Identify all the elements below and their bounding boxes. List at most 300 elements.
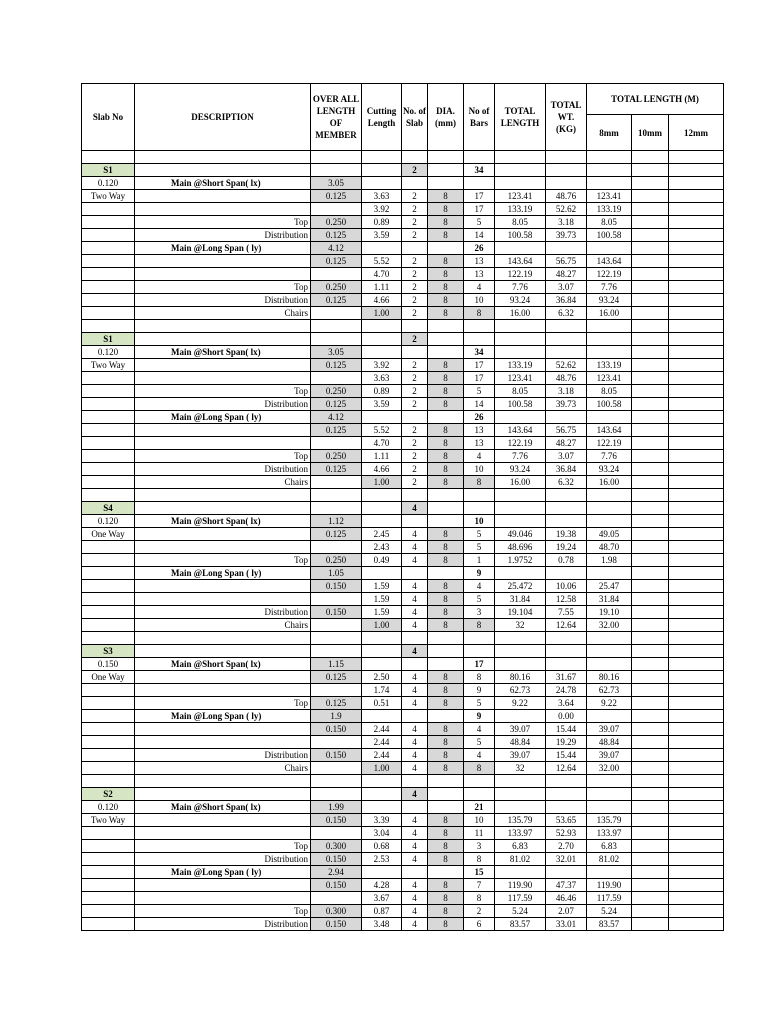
cell-no-of-slab: 4 [402,606,428,619]
cell-no-of-bars: 8 [464,853,495,866]
cell-total-wt [546,164,587,177]
cell-dia [428,411,464,424]
cell-description: Main @Long Span ( ly) [135,567,311,580]
cell-dia: 8 [428,593,464,606]
cell-total-wt: 0.00 [546,710,587,723]
cell-10mm [632,736,669,749]
header-description: DESCRIPTION [135,84,311,151]
cell-total-wt: 48.27 [546,268,587,281]
cell-12mm [669,398,724,411]
cell-description [135,190,311,203]
cell-overall-length: 0.150 [311,879,362,892]
cell-8mm [587,632,632,645]
cell-total-length [495,489,546,502]
cell-12mm [669,580,724,593]
cell-12mm [669,281,724,294]
cell-description [135,164,311,177]
cell-cutting-length: 3.92 [362,203,402,216]
cell-dia: 8 [428,294,464,307]
cell-total-length: 81.02 [495,853,546,866]
cell-no-of-bars: 4 [464,281,495,294]
cell-description: Chairs [135,762,311,775]
cell-dia [428,515,464,528]
cell-description: Top [135,216,311,229]
cell-description: Top [135,840,311,853]
cell-slab [82,151,135,164]
cell-overall-length [311,762,362,775]
cell-cutting-length: 3.48 [362,918,402,931]
cell-total-length: 93.24 [495,463,546,476]
table-row [82,658,724,671]
cell-cutting-length [362,177,402,190]
cell-no-of-bars: 17 [464,658,495,671]
cell-dia [428,502,464,515]
table-row [82,918,724,931]
cell-total-length [495,632,546,645]
cell-dia: 8 [428,723,464,736]
cell-dia: 8 [428,697,464,710]
cell-dia [428,489,464,502]
cell-10mm [632,437,669,450]
cell-cutting-length: 3.59 [362,398,402,411]
cell-description: Top [135,385,311,398]
cell-overall-length [311,502,362,515]
cell-no-of-slab: 4 [402,905,428,918]
cell-slab [82,762,135,775]
cell-overall-length: 0.150 [311,606,362,619]
cell-10mm [632,489,669,502]
cell-slab [82,281,135,294]
cell-8mm: 80.16 [587,671,632,684]
cell-10mm [632,866,669,879]
cell-total-length [495,151,546,164]
cell-total-length: 143.64 [495,424,546,437]
cell-no-of-slab [402,710,428,723]
cell-overall-length: 0.150 [311,918,362,931]
cell-total-length [495,502,546,515]
cell-cutting-length: 3.67 [362,892,402,905]
spacer-row [82,151,724,164]
cell-total-length: 9.22 [495,697,546,710]
cell-no-of-slab: 2 [402,229,428,242]
cell-total-wt: 12.58 [546,593,587,606]
cell-8mm: 8.05 [587,385,632,398]
cell-8mm: 32.00 [587,762,632,775]
cell-no-of-slab: 2 [402,450,428,463]
cell-10mm [632,710,669,723]
cell-8mm: 7.76 [587,450,632,463]
cell-description [135,151,311,164]
cell-12mm [669,476,724,489]
cell-8mm [587,775,632,788]
cell-8mm: 81.02 [587,853,632,866]
cell-total-length: 32 [495,762,546,775]
cell-description [135,359,311,372]
cell-overall-length: 1.12 [311,515,362,528]
header-dia: DIA. (mm) [428,84,464,151]
cell-overall-length: 0.150 [311,814,362,827]
cell-dia: 8 [428,437,464,450]
cell-total-wt [546,567,587,580]
table-row [82,463,724,476]
header-12mm: 12mm [669,115,724,151]
cell-10mm [632,242,669,255]
cell-12mm [669,151,724,164]
header-total-length-m: TOTAL LENGTH (M) [587,84,724,115]
cell-no-of-slab: 4 [402,619,428,632]
cell-cutting-length: 1.59 [362,606,402,619]
cell-cutting-length: 2.44 [362,723,402,736]
cell-no-of-slab: 2 [402,216,428,229]
cell-12mm [669,606,724,619]
table-row [82,580,724,593]
cell-description: Main @Short Span( lx) [135,177,311,190]
cell-total-length: 19.104 [495,606,546,619]
cell-slab [82,567,135,580]
cell-cutting-length: 3.63 [362,190,402,203]
cell-8mm: 16.00 [587,476,632,489]
cell-10mm [632,879,669,892]
table-row [82,385,724,398]
cell-description: Distribution [135,229,311,242]
cell-overall-length [311,489,362,502]
cell-total-wt: 6.32 [546,476,587,489]
cell-cutting-length: 2.44 [362,749,402,762]
table-row [82,866,724,879]
cell-overall-length [311,541,362,554]
cell-slab [82,632,135,645]
cell-8mm [587,567,632,580]
cell-10mm [632,190,669,203]
cell-overall-length: 0.125 [311,294,362,307]
cell-total-length: 133.19 [495,359,546,372]
cell-total-wt: 3.18 [546,216,587,229]
cell-12mm [669,372,724,385]
cell-total-length [495,567,546,580]
cell-total-length: 93.24 [495,294,546,307]
table-row [82,268,724,281]
cell-no-of-slab: 4 [402,723,428,736]
cell-dia: 8 [428,879,464,892]
cell-description [135,437,311,450]
cell-slab [82,619,135,632]
cell-no-of-slab: 4 [402,762,428,775]
cell-12mm [669,203,724,216]
cell-slab [82,320,135,333]
cell-no-of-bars: 9 [464,567,495,580]
cell-cutting-length: 2.50 [362,671,402,684]
table-header [82,84,724,151]
table-body [82,151,724,931]
cell-overall-length: 0.150 [311,749,362,762]
cell-8mm: 25.47 [587,580,632,593]
cell-overall-length: 4.12 [311,242,362,255]
cell-no-of-slab: 4 [402,853,428,866]
header-no-of-slab: No. of Slab [402,84,428,151]
cell-no-of-slab: 2 [402,385,428,398]
cell-no-of-bars: 13 [464,255,495,268]
cell-10mm [632,593,669,606]
cell-12mm [669,385,724,398]
cell-cutting-length [362,242,402,255]
header-overall-length: OVER ALL LENGTH OF MEMBER [311,84,362,151]
cell-slab [82,203,135,216]
cell-slab [82,489,135,502]
cell-total-length [495,658,546,671]
cell-total-wt [546,151,587,164]
cell-10mm [632,359,669,372]
cell-total-wt: 56.75 [546,424,587,437]
cell-no-of-slab [402,177,428,190]
cell-12mm [669,255,724,268]
cell-slab [82,879,135,892]
cell-overall-length [311,476,362,489]
cell-slab [82,229,135,242]
cell-dia: 8 [428,671,464,684]
cell-overall-length: 0.125 [311,359,362,372]
cell-dia: 8 [428,463,464,476]
cell-no-of-bars: 8 [464,762,495,775]
cell-no-of-slab: 2 [402,190,428,203]
table-row [82,307,724,320]
cell-description [135,645,311,658]
cell-dia: 8 [428,749,464,762]
cell-slab: Two Way [82,359,135,372]
cell-total-length: 7.76 [495,450,546,463]
cell-total-length: 32 [495,619,546,632]
cell-slab [82,541,135,554]
cell-dia: 8 [428,684,464,697]
cell-overall-length: 0.125 [311,463,362,476]
cell-12mm [669,450,724,463]
cell-description: Top [135,905,311,918]
cell-cutting-length: 3.63 [362,372,402,385]
cell-10mm [632,905,669,918]
cell-overall-length [311,437,362,450]
cell-10mm [632,632,669,645]
cell-total-length [495,645,546,658]
cell-overall-length [311,320,362,333]
table-row [82,853,724,866]
table-row [82,216,724,229]
cell-dia: 8 [428,840,464,853]
cell-dia: 8 [428,255,464,268]
cell-total-length: 62.73 [495,684,546,697]
cell-slab: Two Way [82,814,135,827]
cell-total-length [495,177,546,190]
cell-total-wt: 2.07 [546,905,587,918]
cell-no-of-bars: 13 [464,424,495,437]
cell-cutting-length: 1.11 [362,450,402,463]
cell-overall-length: 0.250 [311,450,362,463]
table-row [82,190,724,203]
cell-description [135,671,311,684]
cell-no-of-slab: 4 [402,671,428,684]
cell-slab: S1 [82,164,135,177]
cell-description [135,502,311,515]
header-cutting-length: Cutting Length [362,84,402,151]
cell-12mm [669,346,724,359]
cell-total-wt: 53.65 [546,814,587,827]
cell-10mm [632,918,669,931]
cell-slab [82,749,135,762]
table-row [82,788,724,801]
cell-description [135,255,311,268]
cell-total-wt [546,411,587,424]
cell-no-of-slab: 4 [402,528,428,541]
cell-total-wt: 24.78 [546,684,587,697]
cell-overall-length [311,632,362,645]
cell-8mm: 39.07 [587,749,632,762]
cell-total-length: 122.19 [495,437,546,450]
cell-8mm [587,645,632,658]
cell-no-of-slab: 4 [402,749,428,762]
table-row [82,632,724,645]
cell-total-length: 123.41 [495,190,546,203]
cell-dia [428,645,464,658]
cell-12mm [669,164,724,177]
cell-10mm [632,723,669,736]
cell-no-of-slab: 2 [402,333,428,346]
table-row [82,359,724,372]
cell-description [135,788,311,801]
table-row [82,333,724,346]
cell-dia: 8 [428,892,464,905]
cell-cutting-length: 0.49 [362,554,402,567]
cell-total-wt [546,658,587,671]
cell-no-of-slab: 2 [402,437,428,450]
cell-no-of-slab: 4 [402,736,428,749]
cell-8mm: 133.19 [587,203,632,216]
cell-8mm: 135.79 [587,814,632,827]
cell-no-of-bars: 5 [464,697,495,710]
table-row [82,437,724,450]
cell-no-of-bars: 3 [464,840,495,853]
cell-overall-length: 1.99 [311,801,362,814]
cell-total-length [495,515,546,528]
cell-cutting-length: 1.74 [362,684,402,697]
cell-cutting-length: 5.52 [362,255,402,268]
table-row [82,671,724,684]
cell-dia: 8 [428,918,464,931]
cell-10mm [632,762,669,775]
cell-description [135,268,311,281]
cell-cutting-length: 1.00 [362,307,402,320]
cell-slab [82,840,135,853]
cell-total-wt: 52.62 [546,359,587,372]
cell-no-of-slab [402,489,428,502]
cell-12mm [669,905,724,918]
cell-slab [82,398,135,411]
table-row [82,762,724,775]
cell-no-of-slab [402,567,428,580]
cell-total-wt: 19.24 [546,541,587,554]
cell-8mm: 49.05 [587,528,632,541]
cell-8mm [587,489,632,502]
cell-total-length: 39.07 [495,723,546,736]
cell-total-wt: 19.38 [546,528,587,541]
cell-dia [428,164,464,177]
cell-10mm [632,385,669,398]
cell-total-length: 49.046 [495,528,546,541]
cell-slab [82,437,135,450]
cell-total-wt: 2.70 [546,840,587,853]
cell-total-wt [546,645,587,658]
cell-slab: 0.120 [82,801,135,814]
cell-description [135,528,311,541]
cell-8mm [587,164,632,177]
cell-no-of-slab: 4 [402,840,428,853]
table-row [82,203,724,216]
cell-total-length: 39.07 [495,749,546,762]
cell-total-length [495,411,546,424]
cell-12mm [669,177,724,190]
cell-overall-length: 3.05 [311,346,362,359]
cell-total-wt: 36.84 [546,463,587,476]
cell-slab: 0.120 [82,515,135,528]
cell-no-of-slab: 4 [402,502,428,515]
cell-12mm [669,671,724,684]
cell-total-wt: 33.01 [546,918,587,931]
cell-12mm [669,320,724,333]
cell-8mm: 93.24 [587,294,632,307]
table-row [82,255,724,268]
cell-slab [82,684,135,697]
cell-cutting-length: 1.59 [362,593,402,606]
cell-overall-length: 1.9 [311,710,362,723]
cell-total-length: 133.19 [495,203,546,216]
cell-no-of-slab [402,320,428,333]
cell-dia: 8 [428,827,464,840]
cell-total-length: 119.90 [495,879,546,892]
table-row [82,710,724,723]
cell-8mm: 83.57 [587,918,632,931]
cell-no-of-slab: 2 [402,255,428,268]
cell-8mm: 31.84 [587,593,632,606]
cell-total-length: 135.79 [495,814,546,827]
cell-slab [82,372,135,385]
header-no-of-bars: No of Bars [464,84,495,151]
cell-slab: S3 [82,645,135,658]
cell-overall-length [311,333,362,346]
cell-overall-length: 0.125 [311,697,362,710]
cell-dia: 8 [428,359,464,372]
cell-overall-length: 0.250 [311,385,362,398]
cell-description: Distribution [135,463,311,476]
cell-total-length: 123.41 [495,372,546,385]
cell-cutting-length: 0.51 [362,697,402,710]
cell-description: Distribution [135,749,311,762]
cell-12mm [669,190,724,203]
cell-dia [428,632,464,645]
cell-slab [82,476,135,489]
table-row [82,827,724,840]
cell-10mm [632,827,669,840]
cell-slab [82,411,135,424]
table-row [82,372,724,385]
cell-10mm [632,684,669,697]
cell-total-wt: 56.75 [546,255,587,268]
cell-total-wt [546,775,587,788]
cell-description [135,333,311,346]
header-total-length: TOTAL LENGTH [495,84,546,151]
table-row [82,879,724,892]
cell-dia: 8 [428,580,464,593]
cell-description: Main @Long Span ( ly) [135,710,311,723]
cell-slab [82,723,135,736]
cell-12mm [669,827,724,840]
cell-total-length: 5.24 [495,905,546,918]
